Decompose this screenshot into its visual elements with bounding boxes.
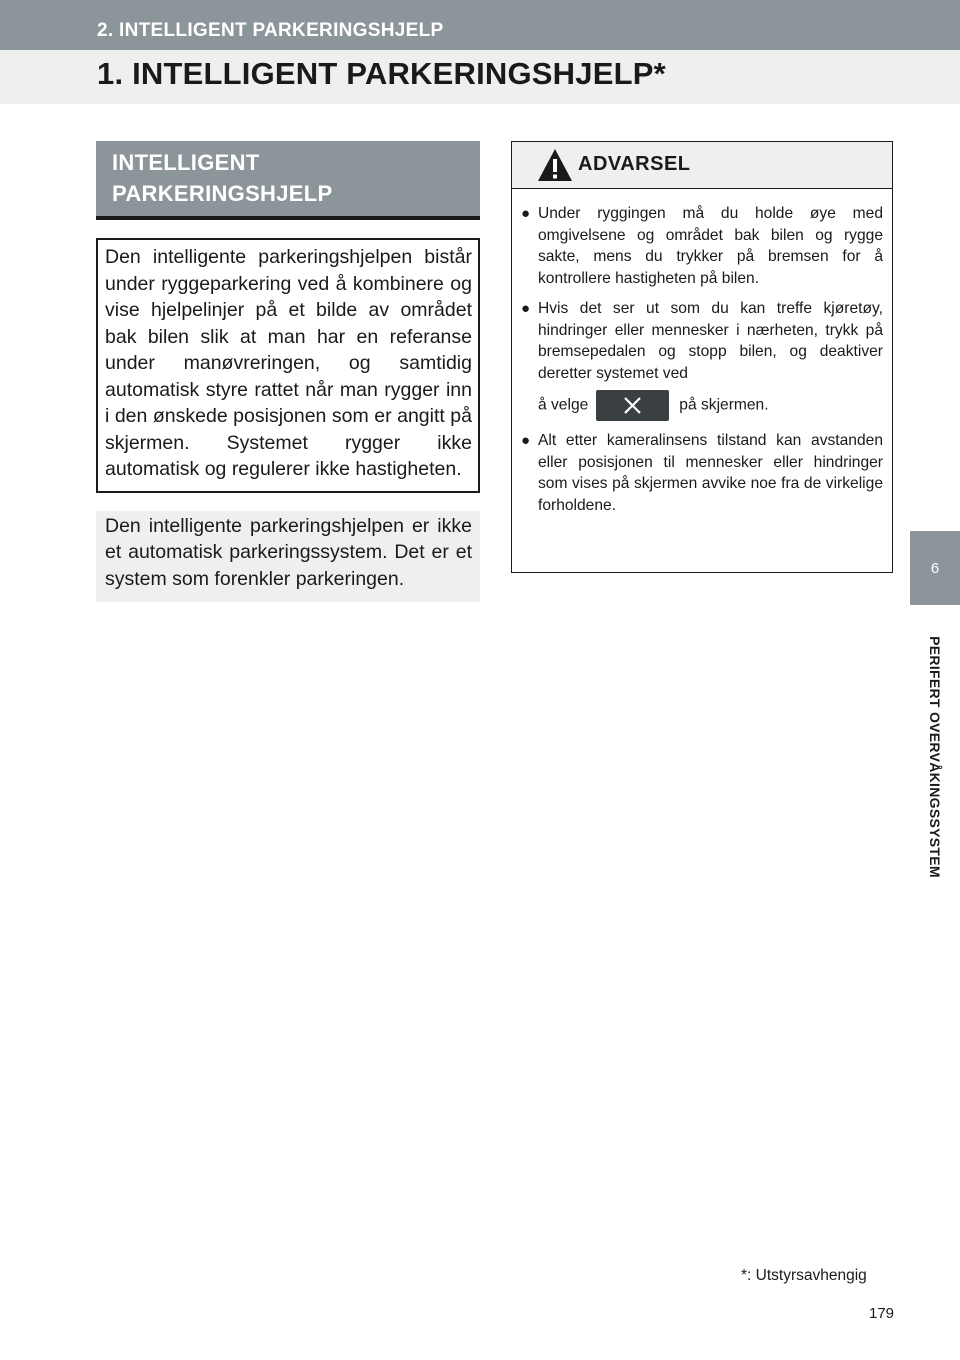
- section-heading: INTELLIGENT PARKERINGSHJELP: [96, 141, 480, 220]
- warning-list: [512, 189, 892, 516]
- bullet-icon: ●: [521, 205, 531, 222]
- intro-text: Den intelligente parkeringshjelpen bistår under ryggeparkering ved å kombinere og vise hjelpelinjer på et bilde av området bak bilen slik at man har en referanse under manøvreringen, og samtidig automatisk styre rattet når man rygger inn i den ønskede posisjonen som er angitt på skjermen. Systemet rygger ikke automatisk og regulerer ikke hastigheten.: [105, 246, 472, 480]
- close-button-illustration: [596, 390, 669, 421]
- section-label: 2. INTELLIGENT PARKERINGSHJELP: [97, 20, 444, 41]
- select-text: å velge: [538, 396, 589, 414]
- on-screen-text: på skjermen.: [679, 396, 769, 414]
- warning-triangle-icon: [537, 148, 573, 182]
- bullet-icon: ●: [521, 300, 531, 317]
- warning-item: [521, 298, 883, 421]
- warning-item: [521, 203, 883, 289]
- chapter-number: 6: [930, 559, 940, 577]
- left-column: [96, 141, 480, 602]
- page-title: 1. INTELLIGENT PARKERINGSHJELP*: [97, 56, 666, 91]
- chapter-title: PERIFERT OVERVÅKINGSSYSTEM: [927, 636, 943, 878]
- note-text: Den intelligente parkeringshjelpen er ikke et automatisk parkeringssystem. Det er et system som forenkler parkeringen.: [105, 514, 472, 590]
- warning-item-subline: [538, 390, 883, 421]
- warning-item-text: Alt etter kameralinsens tilstand kan avstanden eller posisjonen til mennesker eller hindringer som vises på skjermen avvike noe fra de virkelige forholdene.: [538, 432, 883, 514]
- warning-title: ADVARSEL: [578, 153, 691, 175]
- warning-item-text: Hvis det ser ut som du kan treffe kjøretøy, hindringer eller mennesker i nærheten, trykk på bremsepedalen og stopp bilen, og deaktiver deretter systemet ved: [538, 300, 883, 382]
- footnote: *: Utstyrsavhengig: [741, 1267, 867, 1284]
- page-number: 179: [869, 1305, 895, 1322]
- warning-box: [511, 141, 893, 573]
- intro-box: [96, 238, 480, 493]
- chapter-tab: [910, 531, 960, 605]
- warning-item: [521, 430, 883, 516]
- warning-header: [512, 142, 892, 189]
- close-x-icon: [624, 397, 641, 414]
- bullet-icon: ●: [521, 432, 531, 449]
- note-box: [96, 511, 480, 603]
- warning-item-text: Under ryggingen må du holde øye med omgivelsene og området bak bilen og rygge sakte, mens du trykker på bremsen for å kontrollere hastigheten på bilen.: [538, 205, 883, 287]
